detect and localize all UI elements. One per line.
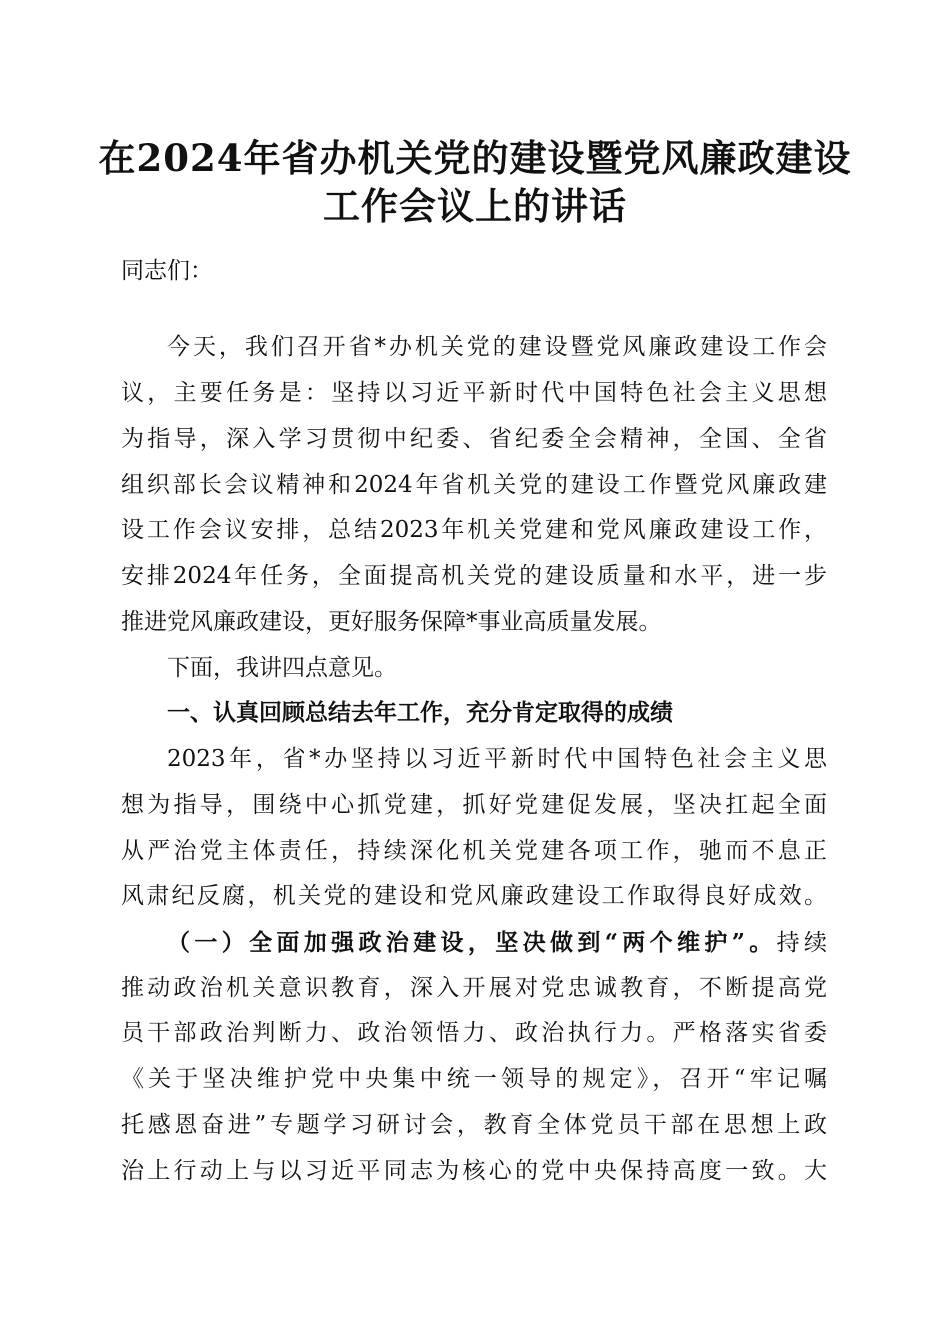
- para1-line: 设工作会议安排，总结2023年机关党建和党风廉政建设工作，: [121, 517, 827, 543]
- para4-line-1: [121, 920, 827, 967]
- subsection-heading-1: （一）全面加强政治建设，坚决做到“两个维护”。: [167, 929, 777, 956]
- para1-line: 推进党风廉政建设，更好服务保障*事业高质量发展。: [121, 609, 662, 635]
- para3-line: 风肃纪反腐，机关党的建设和党风廉政建设工作取得良好成效。: [121, 883, 827, 909]
- para2: 下面，我讲四点意见。: [167, 655, 397, 681]
- para4-line: 托感恩奋进”专题学习研讨会，教育全体党员干部在思想上政: [121, 1112, 827, 1138]
- para1-line: 安排2024年任务，全面提高机关党的建设质量和水平，进一步: [121, 563, 827, 589]
- para4-line-1-rest: 持续: [776, 930, 827, 956]
- para4-line: 《关于坚决维护党中央集中统一领导的规定》，召开“牢记嘱: [121, 1066, 827, 1092]
- greeting: 同志们：: [121, 258, 213, 284]
- para3-line: 想为指导，围绕中心抓党建，抓好党建促发展，坚决扛起全面: [121, 792, 827, 818]
- para1-line: 为指导，深入学习贯彻中纪委、省纪委全会精神，全国、全省: [121, 426, 827, 452]
- para4-line: 推动政治机关意识教育，深入开展对党忠诚教育，不断提高党: [121, 975, 827, 1001]
- para1-line: 今天，我们召开省*办机关党的建设暨党风廉政建设工作会: [167, 334, 827, 360]
- para3-line: 从严治党主体责任，持续深化机关党建各项工作，驰而不息正: [121, 838, 827, 864]
- document-title-line-2: 工作会议上的讲话: [323, 184, 627, 228]
- section-heading-1: 一、认真回顾总结去年工作，充分肯定取得的成绩: [167, 700, 673, 726]
- para1-line: 组织部长会议精神和2024年省机关党的建设工作暨党风廉政建: [121, 472, 827, 498]
- para4-line: 员干部政治判断力、政治领悟力、政治执行力。严格落实省委: [121, 1020, 827, 1046]
- para3-line: 2023年，省*办坚持以习近平新时代中国特色社会主义思: [167, 746, 827, 772]
- document-title-line-1: 在2024年省办机关党的建设暨党风廉政建设: [98, 136, 852, 180]
- para4-line: 治上行动上与以习近平同志为核心的党中央保持高度一致。大: [121, 1158, 827, 1184]
- para1-line: 议，主要任务是：坚持以习近平新时代中国特色社会主义思想: [121, 380, 827, 406]
